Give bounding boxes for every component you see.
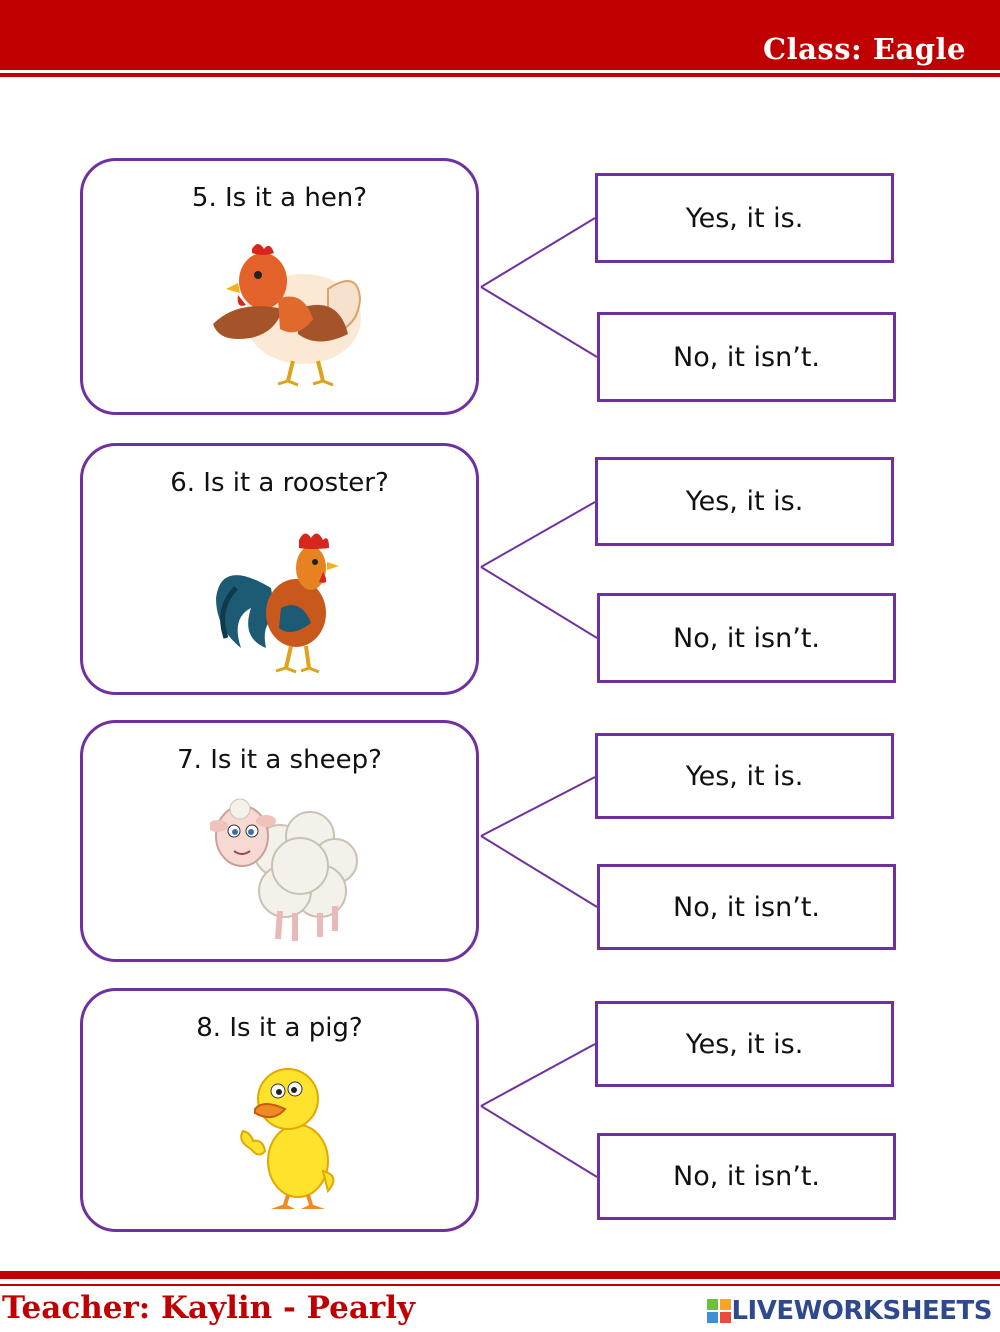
liveworksheets-brand: LIVEWORKSHEETS (731, 1296, 992, 1326)
sheep-image (210, 791, 360, 946)
liveworksheets-logo (707, 1296, 992, 1326)
hen-image (208, 239, 368, 389)
answer-no-7[interactable]: No, it isn’t. (597, 864, 896, 950)
answer-no-6[interactable]: No, it isn’t. (597, 593, 896, 683)
question-card-5 (80, 158, 479, 415)
liveworksheets-logo-icon (707, 1299, 731, 1323)
duckling-image (233, 1061, 343, 1211)
footer-divider-thin (0, 1284, 1000, 1286)
answer-yes-7[interactable]: Yes, it is. (595, 733, 894, 819)
answer-yes-5[interactable]: Yes, it is. (595, 173, 894, 263)
question-text: 6. Is it a rooster? (170, 468, 389, 498)
question-card-7 (80, 720, 479, 962)
rooster-image (211, 528, 351, 678)
teacher-label: Teacher: Kaylin - Pearly (2, 1290, 416, 1326)
question-card-8 (80, 988, 479, 1232)
answer-yes-6[interactable]: Yes, it is. (595, 457, 894, 546)
answer-no-8[interactable]: No, it isn’t. (597, 1133, 896, 1220)
question-card-6 (80, 443, 479, 695)
answer-yes-8[interactable]: Yes, it is. (595, 1001, 894, 1087)
question-text: 7. Is it a sheep? (177, 745, 382, 775)
class-label: Class: Eagle (763, 32, 966, 66)
answer-no-5[interactable]: No, it isn’t. (597, 312, 896, 402)
footer-divider (0, 1271, 1000, 1279)
question-text: 8. Is it a pig? (196, 1013, 363, 1043)
question-text: 5. Is it a hen? (191, 183, 368, 213)
